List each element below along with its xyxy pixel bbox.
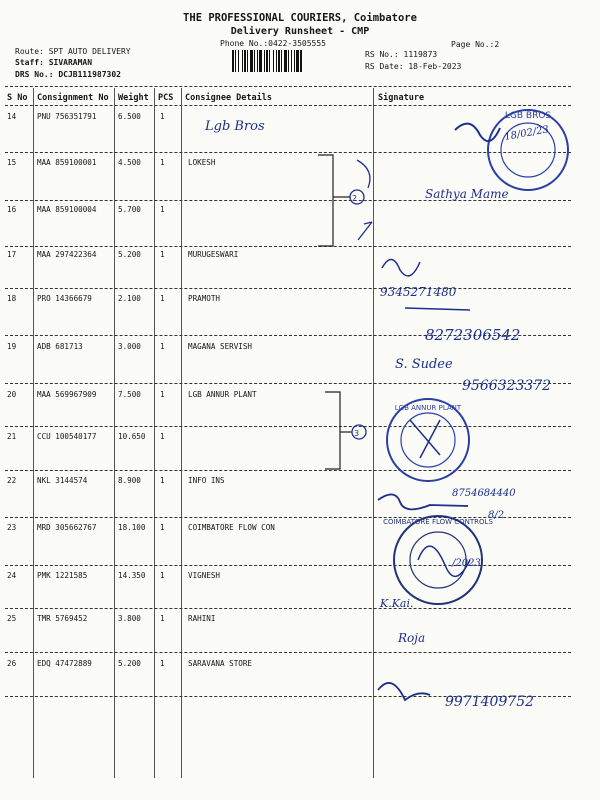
col-consignment: Consignment No [37, 93, 109, 103]
row-consignment: PRO 14366679 [37, 294, 92, 303]
row-weight: 4.500 [118, 158, 141, 167]
row-weight: 3.800 [118, 614, 141, 623]
row-consignee: PRAMOTH [188, 294, 221, 303]
row-sno: 25 [7, 614, 17, 623]
phone-number: Phone No.:0422-3505555 [220, 39, 326, 48]
route: Route: SPT AUTO DELIVERY [15, 47, 131, 56]
rs-number: RS No.: 1119873 [365, 50, 438, 59]
row-sno: 15 [7, 158, 17, 167]
bracket-20-21 [325, 392, 340, 469]
row-consignment: NKL 3144574 [37, 476, 88, 485]
hand-date-22: 8/2 [488, 510, 505, 521]
row-pcs: 1 [160, 659, 165, 668]
row-weight: 5.200 [118, 250, 141, 259]
signature-scribble [378, 683, 430, 700]
row-weight: 5.700 [118, 205, 141, 214]
bracket-15-16 [318, 155, 333, 246]
col-weight: Weight [118, 93, 149, 103]
runsheet-subtitle: Delivery Runsheet - CMP [230, 26, 370, 37]
row-consignee: VIGNESH [188, 571, 221, 580]
hand-bracket-3: 3 [354, 429, 360, 438]
row-pcs: 1 [160, 294, 165, 303]
hand-date-23: /2023 [452, 558, 481, 569]
col-consignee: Consignee Details [185, 93, 272, 103]
row-weight: 18.100 [118, 523, 146, 532]
row-consignee: RAHINI [188, 614, 216, 623]
row-pcs: 1 [160, 112, 165, 121]
row-pcs: 1 [160, 614, 165, 623]
row-consignee: MURUGESWARI [188, 250, 239, 259]
row-consignment: MAA 569967909 [37, 390, 97, 399]
drs-number: DRS No.: DCJB111987302 [15, 70, 121, 79]
signature-scribble [455, 124, 500, 142]
hand-kkai: K.Kai. [380, 597, 414, 610]
row-consignment: MAA 859100001 [37, 158, 97, 167]
row-weight: 5.200 [118, 659, 141, 668]
row-consignee: MAGANA SERVISH [188, 342, 253, 351]
page-number: Page No.:2 [451, 40, 500, 49]
signature-scribble [405, 308, 470, 310]
row-consignment: TMR 5769452 [37, 614, 88, 623]
row-weight: 7.500 [118, 390, 141, 399]
hand-phone-17: 9345271480 [380, 285, 457, 299]
row-pcs: 1 [160, 342, 165, 351]
row-sno: 18 [7, 294, 17, 303]
pen-stroke [357, 160, 370, 188]
row-sno: 14 [7, 112, 17, 121]
col-signature: Signature [378, 93, 425, 103]
row-consignee: COIMBATORE FLOW CON [188, 523, 275, 532]
row-sno: 26 [7, 659, 17, 668]
row-consignee: LGB ANNUR PLANT [188, 390, 257, 399]
row-sno: 23 [7, 523, 17, 532]
stamp-text-lgb-bros: LGB BROS [504, 111, 552, 121]
row-weight: 10.650 [118, 432, 146, 441]
row-weight: 8.900 [118, 476, 141, 485]
row-consignment: ADB 681713 [37, 342, 83, 351]
rs-date: RS Date: 18-Feb-2023 [365, 62, 462, 71]
row-weight: 2.100 [118, 294, 141, 303]
row-weight: 14.350 [118, 571, 146, 580]
stamp-text-lgb-annur: LGB ANNUR PLANT [394, 404, 462, 412]
row-pcs: 1 [160, 476, 165, 485]
hand-roja: Roja [398, 631, 426, 645]
row-consignment: CCU 100540177 [37, 432, 97, 441]
hand-sathya: Sathya Mame [425, 187, 509, 201]
hand-phone-18: 8272306542 [425, 326, 521, 344]
row-consignment: PNU 756351791 [37, 112, 97, 121]
lgb-bros-stamp [488, 110, 568, 190]
row-pcs: 1 [160, 205, 165, 214]
row-consignment: MAA 297422364 [37, 250, 97, 259]
staff: Staff: SIVARAMAN [15, 58, 93, 67]
row-consignee: SARAVANA STORE [188, 659, 253, 668]
hand-phone-26: 9971409752 [445, 694, 535, 710]
signature-scribble [382, 259, 420, 275]
row-sno: 16 [7, 205, 17, 214]
company-title: THE PROFESSIONAL COURIERS, Coimbatore [183, 12, 417, 24]
row-pcs: 1 [160, 250, 165, 259]
pen-arrow [358, 222, 372, 240]
row-pcs: 1 [160, 523, 165, 532]
row-consignee: LOKESH [188, 158, 216, 167]
row-pcs: 1 [160, 390, 165, 399]
row-pcs: 1 [160, 158, 165, 167]
row-pcs: 1 [160, 432, 165, 441]
hand-sig-19: S. Sudee [395, 357, 453, 372]
row-consignment: EDQ 47472889 [37, 659, 92, 668]
row-consignee: INFO INS [188, 476, 225, 485]
row-sno: 17 [7, 250, 17, 259]
hand-phone-19: 9566323372 [462, 378, 552, 394]
hand-lgb-bros: Lgb Bros [205, 119, 265, 134]
hand-phone-22: 8754684440 [452, 488, 516, 499]
row-sno: 24 [7, 571, 17, 580]
row-sno: 20 [7, 390, 17, 399]
row-sno: 22 [7, 476, 17, 485]
col-sno: S No [7, 93, 28, 103]
row-pcs: 1 [160, 571, 165, 580]
hand-bracket-2: 2 [352, 194, 358, 203]
stamp-text-coimbatore: COIMBATORE FLOW CONTROLS [383, 518, 493, 526]
col-pcs: PCS [158, 93, 174, 103]
row-sno: 21 [7, 432, 17, 441]
hand-date-14: 18/02/23 [503, 124, 550, 143]
row-consignment: MAA 859100004 [37, 205, 97, 214]
row-consignment: MRD 305662767 [37, 523, 97, 532]
row-weight: 6.500 [118, 112, 141, 121]
row-sno: 19 [7, 342, 17, 351]
row-weight: 3.000 [118, 342, 141, 351]
row-consignment: PMK 1221585 [37, 571, 88, 580]
